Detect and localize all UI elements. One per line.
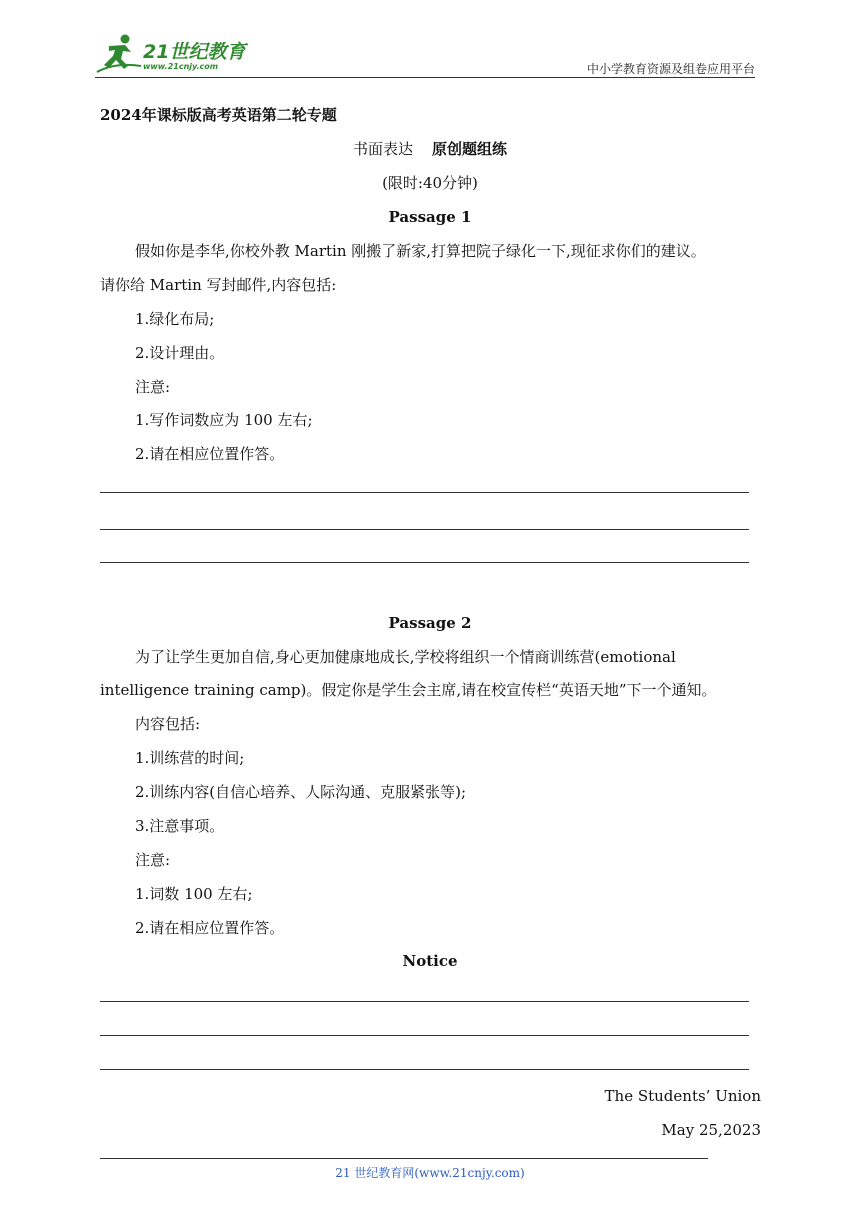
- notice-heading: Notice: [402, 952, 458, 970]
- doc-title: 2024年课标版高考英语第二轮专题: [100, 106, 337, 124]
- passage1-line2: 请你给 Martin 写封邮件,内容包括:: [100, 276, 337, 294]
- logo-url: www.21cnjy.com: [143, 62, 219, 71]
- answer-line[interactable]: [100, 1035, 749, 1036]
- passage1-item1: 1.绿化布局;: [135, 310, 215, 328]
- passage2-note: 注意:: [135, 851, 171, 869]
- time-limit: (限时:40分钟): [382, 174, 478, 192]
- passage2-line1: 为了让学生更加自信,身心更加健康地成长,学校将组织一个情商训练营(emotional: [135, 648, 676, 666]
- passage2-item3: 3.注意事项。: [135, 817, 225, 835]
- passage1-line1: 假如你是李华,你校外教 Martin 刚搬了新家,打算把院子绿化一下,现征求你们的建议。: [135, 242, 706, 260]
- doc-subtitle: [0, 139, 860, 159]
- answer-line[interactable]: [100, 1069, 749, 1070]
- answer-line[interactable]: [100, 562, 749, 563]
- site-logo[interactable]: [95, 32, 265, 74]
- logo-text: 21世纪教育: [143, 41, 246, 63]
- answer-line[interactable]: [100, 492, 749, 493]
- passage1-note2: 2.请在相应位置作答。: [135, 445, 285, 463]
- answer-line[interactable]: [100, 529, 749, 530]
- page-header: [95, 30, 755, 78]
- answer-line[interactable]: [100, 1001, 749, 1002]
- passage2-item1: 1.训练营的时间;: [135, 749, 245, 767]
- passage1-note: 注意:: [135, 378, 171, 396]
- subtitle-type: 原创题组练: [432, 140, 508, 158]
- passage2-line2: intelligence training camp)。假定你是学生会主席,请在校宣传栏“英语天地”下一个通知。: [100, 681, 717, 699]
- passage2-note2: 2.请在相应位置作答。: [135, 919, 285, 937]
- passage1-item2: 2.设计理由。: [135, 344, 225, 362]
- notice-date: May 25,2023: [661, 1121, 761, 1139]
- subtitle-category: 书面表达: [352, 140, 413, 158]
- passage2-heading: Passage 2: [388, 614, 472, 632]
- notice-signature: The Students’ Union: [604, 1087, 761, 1105]
- passage1-heading: Passage 1: [388, 208, 472, 226]
- platform-label: 中小学教育资源及组卷应用平台: [586, 62, 755, 76]
- header-divider: [95, 77, 755, 78]
- passage2-line3: 内容包括:: [135, 715, 201, 733]
- footer-divider: [100, 1158, 708, 1159]
- passage1-note1: 1.写作词数应为 100 左右;: [135, 411, 313, 429]
- footer-link[interactable]: 21 世纪教育网(www.21cnjy.com): [335, 1166, 525, 1180]
- passage2-note1: 1.词数 100 左右;: [135, 885, 253, 903]
- passage2-item2: 2.训练内容(自信心培养、人际沟通、克服紧张等);: [135, 783, 467, 801]
- runner-icon: [95, 32, 143, 74]
